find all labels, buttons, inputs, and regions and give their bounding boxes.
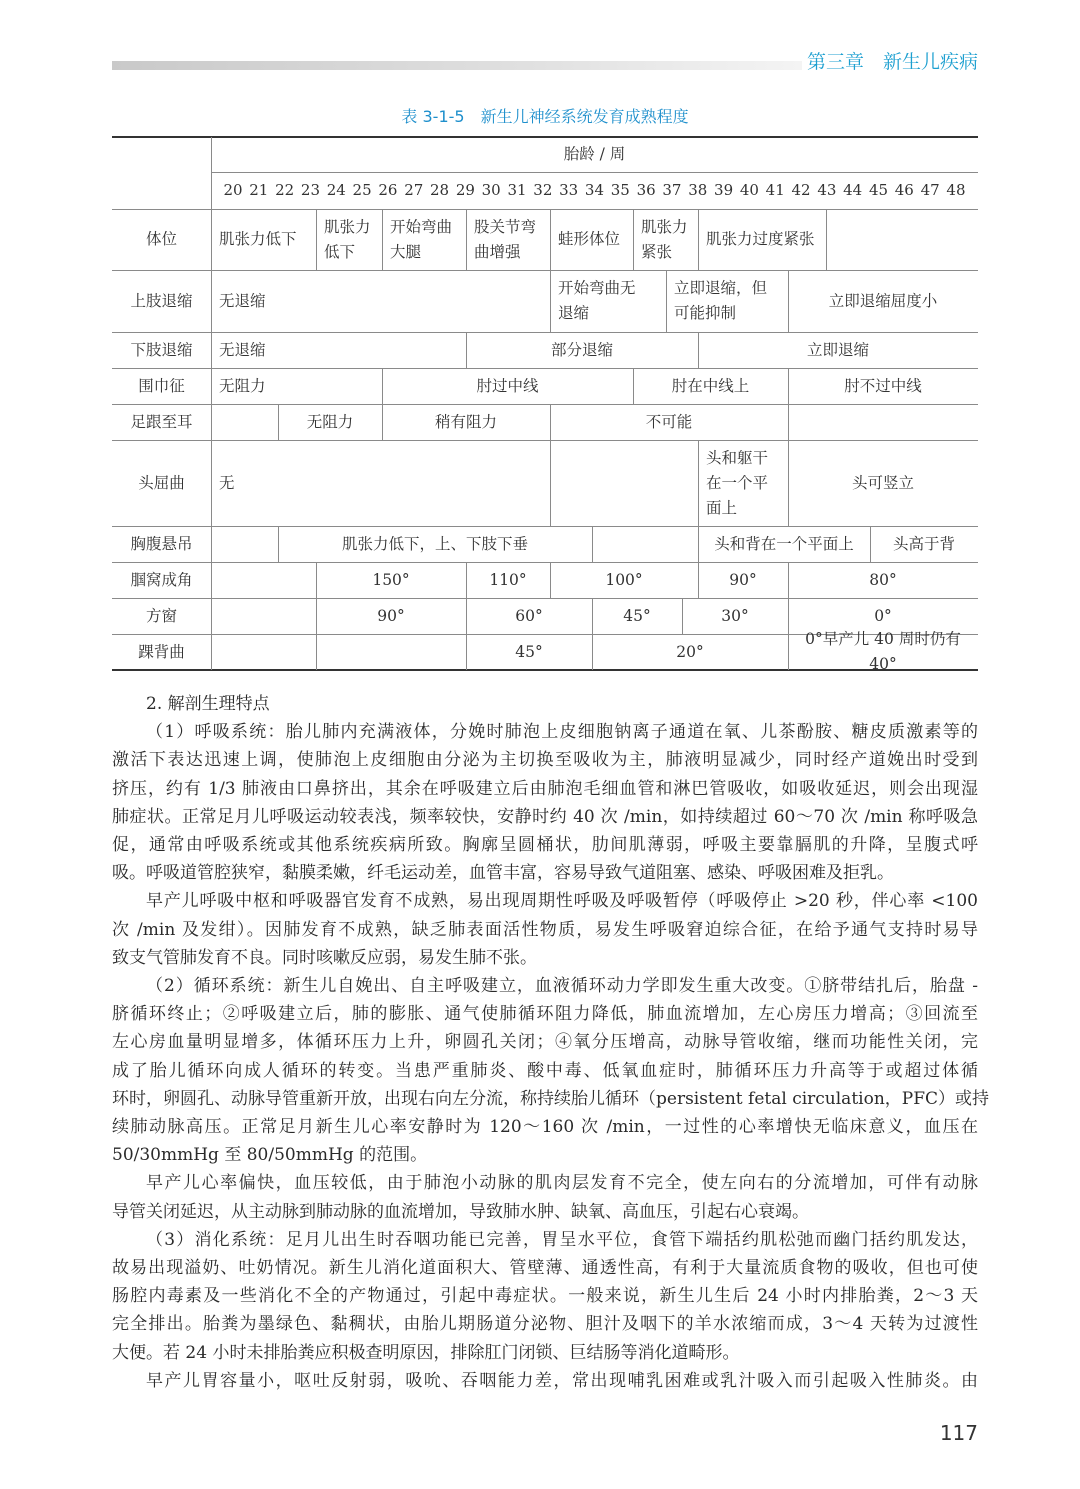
table-caption: 表 3-1-5 新生儿神经系统发育成熟程度 <box>401 107 689 126</box>
paragraph-line: 导管关闭延迟，从主动脉到肺动脉的血流增加，导致肺水肿、缺氧、高血压，引起右心衰竭。 <box>112 1201 809 1222</box>
table-cell <box>211 404 278 440</box>
paragraph-line: 成了胎儿循环向成人循环的转变。当患严重肺炎、酸中毒、低氧血症时，肺循环压力升高等于或超过体循 <box>112 1060 978 1081</box>
week-tick: 27 <box>404 181 424 199</box>
week-tick: 34 <box>584 181 605 199</box>
group-header: 胎龄 / 周 <box>563 145 626 163</box>
row-label: 上肢退缩 <box>130 291 193 310</box>
table-cell <box>382 404 550 440</box>
table-cell <box>788 404 978 440</box>
table-cell <box>316 562 466 598</box>
paragraph-line: 大便。若 24 小时未排胎粪应积极查明原因，排除肛门闭锁、巨结肠等消化道畸形。 <box>112 1342 740 1363</box>
row-label: 方窗 <box>145 606 177 625</box>
table-cell <box>633 368 788 404</box>
cell-text: 肘不过中线 <box>844 376 922 395</box>
table-cell <box>211 209 316 270</box>
paragraph-line: 早产儿呼吸中枢和呼吸器官发育不成熟，易出现周期性呼吸及呼吸暂停（呼吸停止 >20 秒，伴心率 <100 <box>146 891 978 912</box>
cell-text: 100° <box>605 570 643 589</box>
cell-text: 无阻力 <box>306 412 354 431</box>
cell-text: 稍有阻力 <box>434 412 497 431</box>
cell-text: 20° <box>676 642 704 661</box>
row-label: 腘窝成角 <box>130 570 193 589</box>
table-cell <box>211 368 382 404</box>
table-cell <box>316 209 382 270</box>
header-divider <box>211 172 978 173</box>
table-cell <box>826 209 978 270</box>
cell-text: 无退缩 <box>219 291 266 310</box>
week-tick: 43 <box>817 181 837 199</box>
table-cell <box>211 562 316 598</box>
cell-text: 肌张力低下，上、下肢下垂 <box>341 534 528 553</box>
table-cell <box>211 598 316 634</box>
cell-text: 110° <box>489 570 527 589</box>
week-tick: 37 <box>662 181 682 199</box>
table-cell <box>788 270 978 332</box>
cell-text: 立即退缩 <box>806 340 869 359</box>
week-tick: 21 <box>249 181 269 199</box>
cell-text: 肌张力低下 <box>219 230 297 248</box>
cell-text: 不可能 <box>645 412 693 431</box>
row-label: 下肢退缩 <box>130 340 193 359</box>
table-cell <box>278 404 382 440</box>
cell-text: 开始弯曲 大腿 <box>390 217 453 261</box>
cell-text: 30° <box>721 606 749 625</box>
row-label: 胸腹悬吊 <box>130 534 193 553</box>
paragraph-line: 完全排出。胎粪为墨绿色、黏稠状，由胎儿期肠道分泌物、胆汁及咽下的羊水浓缩而成，3～4 天转为过渡性 <box>112 1314 978 1335</box>
table-cell <box>211 526 278 562</box>
paragraph-line: 左心房血量明显增多，体循环压力上升，卵圆孔关闭；④氧分压增高，动脉导管收缩，继而功能性关闭，完 <box>112 1032 978 1053</box>
row-label: 足跟至耳 <box>130 412 193 431</box>
cell-text: 90° <box>377 606 405 625</box>
cell-text: 90° <box>729 570 757 589</box>
table-cell <box>698 562 788 598</box>
table-cell <box>466 562 550 598</box>
cell-text: 头和躯干 在一个平 面上 <box>706 448 769 517</box>
week-tick: 28 <box>430 181 450 199</box>
table-cell <box>316 598 466 634</box>
paragraph-line: 肠腔内毒素及一些消化不全的产物通过，引起中毒症状。一般来说，新生儿生后 24 小时内排胎粪，2～3 天 <box>112 1286 978 1307</box>
row-label: 体位 <box>145 230 177 248</box>
paragraph-line: 肺症状。正常足月儿呼吸运动较表浅，频率较快，安静时约 40 次 /min，如持续超过 60～70 次 /min 称呼吸急 <box>112 806 978 827</box>
cell-text: 无 <box>219 473 235 492</box>
paragraph-line: 脐循环终止；②呼吸建立后，肺的膨胀、通气使肺循环阻力降低，肺血流增加，左心房压力增高；③回流至 <box>112 1004 978 1025</box>
cell-text: 立即退缩屈度小 <box>828 291 938 310</box>
cell-text: 45° <box>623 606 651 625</box>
table-cell <box>211 270 550 332</box>
cell-text: 0°早产儿 40 周时仍有 40° <box>805 630 961 673</box>
cell-text: 无退缩 <box>219 340 266 359</box>
week-tick: 36 <box>636 181 656 199</box>
table-cell <box>382 209 466 270</box>
table-cell <box>633 209 698 270</box>
paragraph-line: （2）循环系统：新生儿自娩出、自主呼吸建立，血液循环动力学即发生重大改变。①脐带结扎后，胎盘 - <box>146 976 978 996</box>
row-label: 围巾征 <box>138 376 185 395</box>
week-tick: 32 <box>533 181 553 199</box>
week-tick: 22 <box>275 181 295 199</box>
table-cell <box>698 332 978 368</box>
paragraph-line: 环时，卵圆孔、动脉导管重新开放，出现右向左分流，称持续胎儿循环（persistent fetal circulation，PFC）或持 <box>112 1088 990 1109</box>
cell-text: 肌张力 紧张 <box>641 217 688 261</box>
table-cell <box>592 634 788 670</box>
week-tick: 30 <box>481 181 501 199</box>
paragraph-line: （3）消化系统：足月儿出生时吞咽功能已完善，胃呈水平位，食管下端括约肌松弛而幽门括约肌发达， <box>146 1229 978 1250</box>
table-cell <box>316 634 466 670</box>
cell-text: 头高于背 <box>892 534 955 553</box>
week-tick: 41 <box>765 181 785 199</box>
paragraph-line: 故易出现溢奶、吐奶情况。新生儿消化道面积大、管壁薄、通透性高，有利于大量流质食物的吸收，但也可使 <box>112 1258 978 1278</box>
week-tick: 38 <box>688 181 708 199</box>
table-cell <box>550 440 698 526</box>
table-cell <box>682 598 788 634</box>
chapter-title: 第三章 新生儿疾病 <box>806 51 978 73</box>
week-tick: 29 <box>455 181 475 199</box>
table-cell <box>698 209 826 270</box>
table-cell <box>211 440 550 526</box>
cell-text: 开始弯曲无 退缩 <box>558 279 636 322</box>
cell-text: 150° <box>372 570 410 589</box>
cell-text: 45° <box>515 642 543 661</box>
cell-text: 肘在中线上 <box>671 376 750 395</box>
table-cell <box>788 368 978 404</box>
cell-text: 部分退缩 <box>550 340 613 359</box>
table-cell <box>211 634 316 670</box>
paragraph-line: 挤压，约有 1/3 肺液由口鼻挤出，其余在呼吸建立后由肺泡毛细血管和淋巴管吸收，如吸收延迟，则会出现湿 <box>112 778 978 799</box>
table-cell <box>466 634 592 670</box>
paragraph-line: 续肺动脉高压。正常足月新生儿心率安静时为 120～160 次 /min，一过性的心率增快无临床意义，血压在 <box>112 1117 978 1137</box>
paragraph-line: 激活下表达迅速上调，使肺泡上皮细胞由分泌为主切换至吸收为主，肺液明显减少，同时经产道娩出时受到 <box>112 750 978 771</box>
week-tick: 40 <box>739 181 759 199</box>
cell-text: 立即退缩，但 可能抑制 <box>674 279 768 322</box>
paragraph-line: 促，通常由呼吸系统或其他系统疾病所致。胸廓呈圆桶状，肋间肌薄弱，呼吸主要靠膈肌的升降，呈腹式呼 <box>112 835 978 855</box>
cell-text: 60° <box>515 606 543 625</box>
cell-text: 蛙形体位 <box>558 230 621 248</box>
cell-text: 头和背在一个平面上 <box>714 534 854 553</box>
cell-text: 80° <box>869 570 897 589</box>
table-cell <box>466 598 592 634</box>
table-cell <box>382 368 633 404</box>
week-tick: 26 <box>378 181 398 199</box>
week-tick: 42 <box>791 181 811 199</box>
paragraph-line: 次 /min 及发绀）。因肺发育不成熟，缺乏肺表面活性物质，易发生呼吸窘迫综合征，在给予通气支持时易导 <box>112 919 978 940</box>
table-cell <box>550 209 633 270</box>
week-tick: 35 <box>610 181 630 199</box>
week-tick: 47 <box>920 181 940 199</box>
paragraph-line: 早产儿胃容量小，呕吐反射弱，吸吮、吞咽能力差，常出现哺乳困难或乳汁吸入而引起吸入性肺炎。由 <box>146 1370 978 1391</box>
table-cell <box>550 270 666 332</box>
week-tick: 48 <box>946 181 966 199</box>
week-tick: 44 <box>843 181 863 199</box>
table-cell <box>211 332 466 368</box>
table-cell <box>278 526 592 562</box>
week-tick: 39 <box>714 181 734 199</box>
cell-text: 肌张力 低下 <box>324 217 371 261</box>
maturity-table <box>0 0 1080 700</box>
table-cell <box>466 209 550 270</box>
table-cell <box>592 598 682 634</box>
page-number: 117 <box>939 1421 978 1445</box>
week-tick: 46 <box>894 181 914 199</box>
table-cell <box>466 332 698 368</box>
week-tick: 45 <box>868 181 889 199</box>
cell-text: 肘过中线 <box>476 376 539 395</box>
table-cell <box>788 630 978 673</box>
table-cell <box>698 440 788 526</box>
week-tick: 20 <box>223 181 243 199</box>
section-heading: 2. 解剖生理特点 <box>146 694 270 714</box>
cell-text: 无阻力 <box>219 376 266 395</box>
paragraph-line: 吸。呼吸道管腔狭窄，黏膜柔嫩，纤毛运动差，血管丰富，容易导致气道阻塞、感染、呼吸困难及拒乳。 <box>112 863 894 884</box>
row-label: 头屈曲 <box>138 473 185 492</box>
week-tick: 23 <box>300 181 320 199</box>
paragraph-line: 致支气管肺发育不良。同时咳嗽反应弱，易发生肺不张。 <box>112 947 537 968</box>
cell-text: 股关节弯 曲增强 <box>474 217 537 261</box>
table-cell <box>550 404 788 440</box>
cell-text: 肌张力过度紧张 <box>706 230 815 248</box>
table-cell <box>698 526 870 562</box>
table-cell <box>666 270 788 332</box>
week-tick: 25 <box>352 181 372 199</box>
paragraph-line: 早产儿心率偏快，血压较低，由于肺泡小动脉的肌肉层发育不完全，使左向右的分流增加，可伴有动脉 <box>146 1173 978 1194</box>
paragraph-line: （1）呼吸系统：胎儿肺内充满液体，分娩时肺泡上皮细胞钠离子通道在氧、儿茶酚胺、糖皮质激素等的 <box>146 722 978 743</box>
table-cell <box>788 562 978 598</box>
table-cell <box>870 526 978 562</box>
week-tick: 24 <box>326 181 346 199</box>
paragraph-line: 50/30mmHg 至 80/50mmHg 的范围。 <box>112 1145 428 1166</box>
table-cell <box>592 526 698 562</box>
cell-text: 0° <box>874 606 892 625</box>
table-cell <box>550 562 698 598</box>
table-top-rule <box>112 136 978 138</box>
cell-text: 头可竖立 <box>851 473 914 492</box>
row-label: 踝背曲 <box>138 642 185 661</box>
table-cell <box>788 440 978 526</box>
week-tick: 31 <box>507 181 527 199</box>
week-tick: 33 <box>559 181 579 199</box>
